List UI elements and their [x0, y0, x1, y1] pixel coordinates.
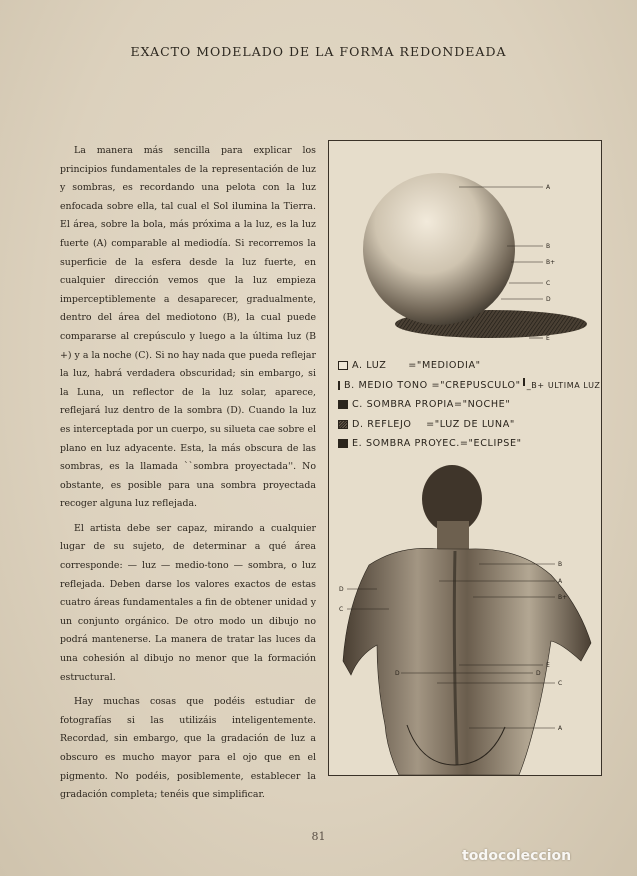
sphere-label-e: E — [546, 335, 550, 342]
legend-swatch-cast — [338, 439, 348, 448]
legend-swatch-shadow — [338, 400, 348, 409]
figure-label-d-right: D — [536, 670, 541, 677]
watermark: todocoleccion — [462, 848, 572, 864]
legend-key: C. SOMBRA PROPIA — [352, 399, 454, 410]
figure-label-a-lower: A — [558, 725, 563, 732]
body-text — [60, 142, 316, 811]
legend-extra: _B+ ULTIMA LUZ — [526, 380, 601, 390]
figure-label-d-lower: D — [395, 670, 400, 677]
figure-label-c-right: C — [558, 680, 563, 687]
sphere-label-c: C — [546, 280, 551, 287]
legend-equivalent: ="MEDIODIA" — [408, 360, 481, 371]
legend-key: B. MEDIO TONO — [344, 379, 428, 391]
legend-swatch-light — [338, 361, 348, 370]
legend-key: D. REFLEJO — [352, 418, 412, 430]
sphere-illustration — [329, 141, 601, 351]
legend-swatch-lastlight — [523, 378, 525, 386]
figure-label-bplus: B+ — [558, 594, 568, 601]
sphere-label-a: A — [546, 184, 551, 191]
figure-label-c-left: C — [339, 606, 344, 613]
figure-label-b: B — [558, 561, 563, 568]
figure-neck — [437, 521, 469, 551]
figure-label-e: E — [546, 662, 550, 669]
legend-row-b — [338, 376, 600, 396]
sphere — [363, 173, 515, 325]
legend-key: A. LUZ — [352, 360, 387, 371]
legend-equivalent: ="CREPUSCULO" — [431, 379, 521, 391]
illustration-frame — [328, 140, 602, 776]
back-figure-illustration — [329, 465, 601, 775]
legend-swatch-midtone — [338, 381, 340, 390]
legend-equivalent: ="NOCHE" — [453, 399, 511, 410]
paragraph-3: Hay muchas cosas que podéis estudiar de fotografías si las utilizáis inteligentemente. Recordad, sin embargo, que la gradación de luz a obscuro es mucho mayor para el ojo que en el pigmento. No podéis, posiblemente, establecer la gradación completa; tenéis que simplificar. — [60, 696, 316, 801]
figure-torso — [343, 548, 591, 775]
page-number: 81 — [311, 830, 326, 843]
sphere-label-bplus: B+ — [546, 259, 556, 266]
sphere-label-d: D — [546, 296, 551, 303]
legend-row-d — [338, 415, 600, 435]
page-title: EXACTO MODELADO DE LA FORMA REDONDEADA — [130, 44, 507, 59]
figure-label-d-left: D — [339, 586, 344, 593]
legend-row-e — [338, 434, 600, 454]
paragraph-1: La manera más sencilla para explicar los principios fundamentales de la representación de luz y sombras, es recordando una pelota con la luz enfocada sobre ella, tal cual el Sol ilumina la Tierra. El área, sobre la bola, más próxima a la luz, es la luz fuerte (A) comparable al mediodía. Si recorremos la superficie de la esfera desde la luz fuerte, en cualquier dirección vemos que la luz empieza imperceptiblemente a desaparecer, gradualmente, dentro del área del mediotono (B), la cual puede compararse al crepúsculo y luego a la última luz (B +) y a la noche (C). Si no hay nada que pueda reflejar la luz, habrá verdadera obscuridad; sin embargo, si la Luna, un reflector de la luz solar, aparece, reflejará luz dentro de la sombra (D). Cuando la luz es interceptada por un cuerpo, su silueta cae sobre el plano en luz adyacente. Esta, la más obscura de las sombras, es la llamada ``sombra proyectada''. No obstante, es posible para una sombra proyectada recoger alguna luz reflejada. — [60, 145, 316, 510]
sphere-label-b: B — [546, 243, 551, 250]
legend-equivalent: ="ECLIPSE" — [459, 438, 522, 449]
legend-key: E. SOMBRA PROYEC. — [352, 438, 460, 449]
figure-label-a: A — [558, 578, 563, 585]
shading-legend — [338, 356, 600, 454]
paragraph-2: El artista debe ser capaz, mirando a cualquier lugar de su sujeto, de determinar a qué área corresponde: — luz — medio-tono — sombra, o luz reflejada. Deben darse los valores exactos de estas cuatro áreas fundamentales a fin de obtener unidad y un conjunto orgánico. De otro modo un dibujo no podrá mantenerse. La manera de tratar las luces da una cohesión al dibujo no menor que la formación estructural. — [60, 522, 316, 683]
legend-equivalent: ="LUZ DE LUNA" — [426, 418, 515, 430]
legend-row-c — [338, 395, 600, 415]
legend-swatch-reflected — [338, 420, 348, 429]
legend-row-a — [338, 356, 600, 376]
